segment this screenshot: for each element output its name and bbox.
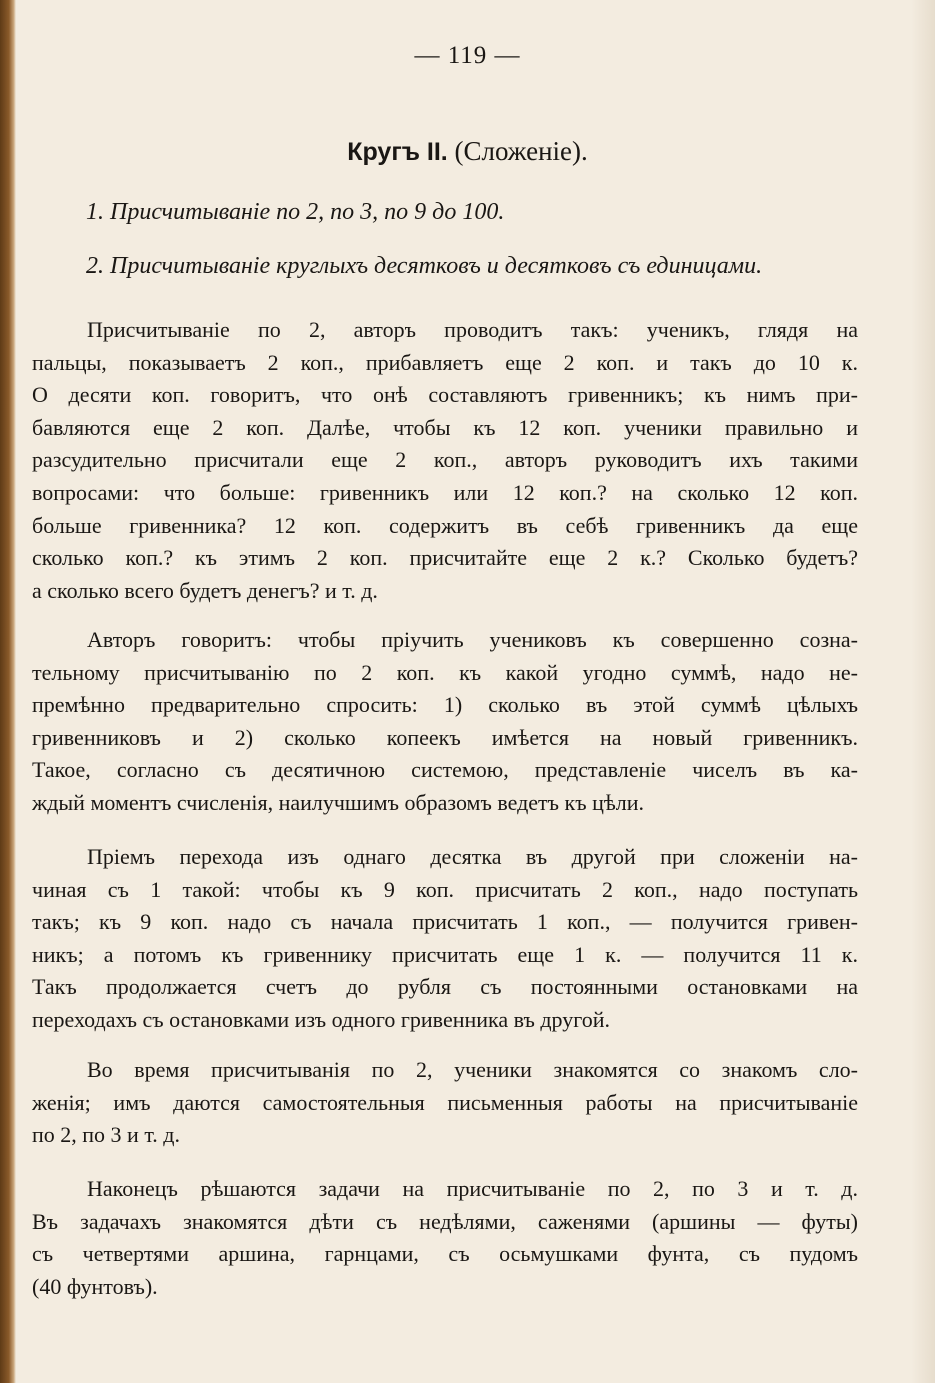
text-line: гривенниковъ и 2) сколько копеекъ имѣется на новый гривенникъ. (32, 724, 858, 750)
text-line: Въ задачахъ знакомятся дѣти съ недѣлями, саженями (аршины — футы) (32, 1208, 858, 1234)
chapter-heading (0, 136, 935, 167)
text-line: Авторъ говоритъ: чтобы пріучить учениковъ къ совершенно созна- (87, 627, 858, 652)
text-line: (40 фунтовъ). (32, 1273, 158, 1299)
text-line: никъ; а потомъ къ гривеннику присчитать еще 1 к. — получится 11 к. (32, 941, 858, 967)
book-spine-edge (0, 0, 16, 1383)
topic-item: 2. Присчитываніе круглыхъ десятковъ и десятковъ съ единицами. (86, 253, 763, 279)
text-line: Такъ продолжается счетъ до рубля съ постоянными остановками на (32, 974, 858, 1000)
text-line: по 2, по 3 и т. д. (32, 1122, 180, 1148)
text-line: пальцы, показываетъ 2 коп., прибавляетъ еще 2 коп. и такъ до 10 к. (32, 349, 858, 375)
paragraph (32, 1173, 858, 1303)
text-line: разсудительно присчитали еще 2 коп., авторъ руководитъ ихъ такими (32, 447, 858, 473)
text-line: ждый моментъ счисленія, наилучшимъ образомъ ведетъ къ цѣли. (32, 789, 645, 815)
text-line: а сколько всего будетъ денегъ? и т. д. (32, 577, 378, 603)
page-edge-shadow (911, 0, 935, 1383)
text-line: вопросами: что больше: гривенникъ или 12 коп.? на сколько 12 коп. (32, 479, 858, 505)
text-line: Наконецъ рѣшаются задачи на присчитываніе по 2, по 3 и т. д. (87, 1176, 858, 1201)
text-line: чиная съ 1 такой: чтобы къ 9 коп. присчитать 2 коп., надо поступать (32, 876, 858, 902)
text-line: О десяти коп. говоритъ, что онѣ составляютъ гривенникъ; къ нимъ при- (32, 382, 858, 408)
text-line: Присчитываніе по 2, авторъ проводитъ такъ: ученикъ, глядя на (87, 317, 858, 342)
topic-item: 1. Присчитываніе по 2, по 3, по 9 до 100. (86, 199, 505, 225)
text-line: премѣнно предварительно спросить: 1) сколько въ этой суммѣ цѣлыхъ (32, 692, 858, 718)
text-line: такъ; къ 9 коп. надо съ начала присчитать 1 коп., — получится гривен- (32, 909, 858, 935)
chapter-title: (Сложеніе). (454, 136, 588, 166)
text-line: переходахъ съ остановками изъ одного гривенника въ другой. (32, 1006, 611, 1032)
paragraph (32, 1054, 858, 1152)
text-line: Во время присчитыванія по 2, ученики знакомятся со знакомъ сло- (87, 1057, 858, 1082)
text-line: бавляются еще 2 коп. Далѣе, чтобы къ 12 коп. ученики правильно и (32, 414, 858, 440)
paragraph (32, 314, 858, 607)
text-line: больше гривенника? 12 коп. содержитъ въ себѣ гривенникъ да еще (32, 512, 858, 538)
text-line: сколько коп.? къ этимъ 2 коп. присчитайте еще 2 к.? Сколько будетъ? (32, 545, 858, 571)
page-number: — 119 — (414, 42, 521, 69)
text-line: Пріемъ перехода изъ однаго десятка въ другой при сложеніи на- (87, 844, 858, 869)
text-line: съ четвертями аршина, гарнцами, съ осьмушками фунта, съ пудомъ (32, 1241, 858, 1267)
chapter-number: Кругъ II. (347, 138, 448, 166)
text-line: Такое, согласно съ десятичною системою, представленіе чиселъ въ ка- (32, 757, 858, 783)
paragraph (32, 624, 858, 820)
text-line: тельному присчитыванію по 2 коп. къ какой угодно суммѣ, надо не- (32, 659, 858, 685)
paragraph (32, 841, 858, 1037)
text-line: женія; имъ даются самостоятельныя письменныя работы на присчитываніе (32, 1089, 858, 1115)
